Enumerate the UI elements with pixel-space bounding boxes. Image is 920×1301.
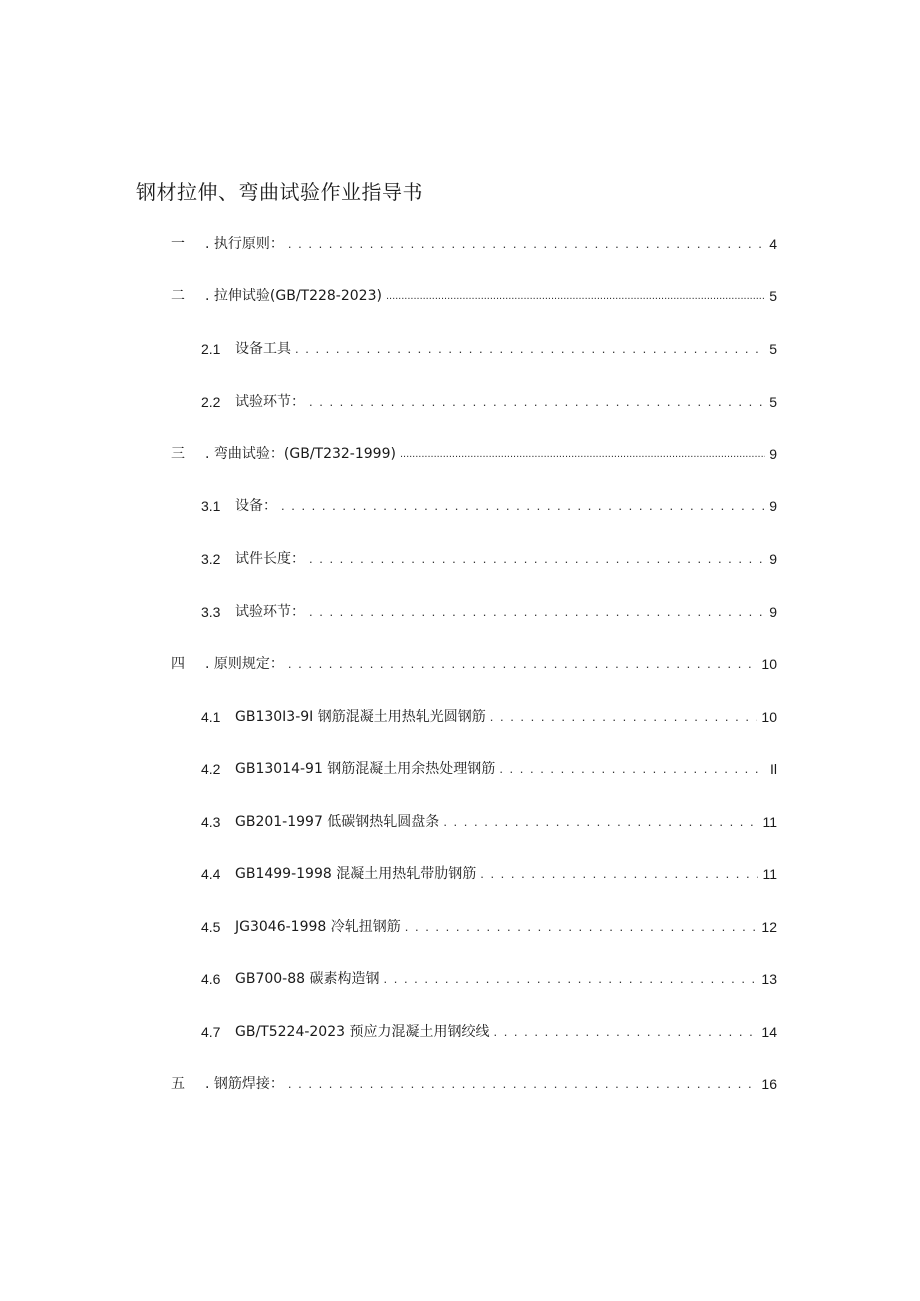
toc-entry-label: 试件长度： [235,551,305,567]
toc-dot-leader [490,706,758,728]
toc-entry-4-2[interactable] [201,758,777,780]
toc-entry-number: 2.1 [201,341,221,357]
toc-dot-leader [309,601,765,623]
toc-entry-label: 试验环节： [235,604,305,620]
toc-entry-page: 4 [769,236,777,252]
toc-entry-number: 4.5 [201,919,221,935]
toc-entry-4-4[interactable] [201,863,777,885]
toc-entry-page: 11 [762,866,777,882]
toc-entry-number: 2.2 [201,394,221,410]
toc-entry-page: 5 [769,394,777,410]
toc-dot-leader [493,1021,757,1043]
toc-dot-leader [309,391,765,413]
document-title: 钢材拉伸、弯曲试验作业指导书 [136,180,423,204]
toc-entry-number: 4.6 [201,971,221,987]
toc-entry-label: GB/T5224-2023 预应力混凝土用钢绞线 [235,1024,490,1040]
toc-dot-leader [405,916,758,938]
toc-entry-page: 12 [761,919,777,935]
toc-entry-number: 4.1 [201,709,221,725]
toc-entry-label: 试验环节： [235,394,305,410]
toc-entry-page: 16 [761,1076,777,1092]
toc-entry-3-3[interactable] [201,601,777,623]
toc-entry-page: 11 [762,814,777,830]
toc-entry-number: 4.2 [201,761,221,777]
toc-entry-2-1[interactable] [201,338,777,360]
toc-dot-leader [288,653,758,675]
toc-entry-4-6[interactable] [201,968,777,990]
toc-entry-number: 一 [171,236,185,252]
toc-entry-page: 5 [769,341,777,357]
toc-dot-leader [295,338,765,360]
toc-entry-label: GB201-1997 低碳钢热轧圆盘条 [235,814,440,830]
toc-entry-label: JG3046-1998 冷轧扭钢筋 [235,919,401,935]
toc-entry-label: 设备： [235,498,277,514]
toc-dot-leader [443,811,758,833]
toc-entry-number: 二 [171,288,185,304]
toc-dot-leader [386,285,765,307]
toc-entry-4-3[interactable] [201,811,777,833]
toc-entry-3-1[interactable] [201,495,777,517]
toc-entry-number: 3.3 [201,604,221,620]
toc-entry-page: 9 [769,604,777,620]
toc-entry-label: 设备工具 [235,341,291,357]
toc-entry-label: . 原则规定： [205,656,284,672]
toc-entry-label: . 拉伸试验(GB/T228-2023) [205,288,382,304]
toc-entry-number: 三 [171,446,185,462]
toc-entry-2[interactable] [171,285,777,307]
toc-entry-label: . 钢筋焊接： [205,1076,284,1092]
toc-entry-page: 9 [769,498,777,514]
toc-entry-page: 13 [761,971,777,987]
toc-entry-1[interactable] [171,233,777,255]
toc-entry-3[interactable] [171,443,777,465]
toc-entry-number: 五 [171,1076,185,1092]
toc-entry-label: GB1499-1998 混凝土用热轧带肋钢筋 [235,866,477,882]
toc-entry-page: Il [770,761,777,777]
toc-entry-page: 9 [769,551,777,567]
toc-entry-page: 10 [761,656,777,672]
toc-dot-leader [309,548,765,570]
toc-entry-page: 5 [769,288,777,304]
toc-dot-leader [400,443,765,465]
toc-entry-number: 3.2 [201,551,221,567]
toc-dot-leader [480,863,758,885]
toc-entry-number: 4.4 [201,866,221,882]
toc-dot-leader [281,495,765,517]
toc-entry-4-1[interactable] [201,706,777,728]
toc-entry-5[interactable] [171,1073,777,1095]
toc-entry-label: GB130I3-9I 钢筋混凝土用热轧光圆钢筋 [235,709,486,725]
toc-entry-4-7[interactable] [201,1021,777,1043]
toc-entry-label: . 弯曲试验：(GB/T232-1999) [205,446,396,462]
toc-entry-number: 4.7 [201,1024,221,1040]
toc-dot-leader [288,233,765,255]
toc-entry-label: GB13014-91 钢筋混凝土用余热处理钢筋 [235,761,496,777]
toc-dot-leader [499,758,766,780]
toc-entry-label: GB700-88 碳素构造钢 [235,971,380,987]
toc-entry-number: 四 [171,656,185,672]
toc-dot-leader [288,1073,758,1095]
toc-entry-4[interactable] [171,653,777,675]
toc-entry-number: 4.3 [201,814,221,830]
toc-dot-leader [384,968,758,990]
toc-entry-3-2[interactable] [201,548,777,570]
toc-entry-2-2[interactable] [201,391,777,413]
toc-entry-page: 10 [761,709,777,725]
toc-entry-page: 14 [761,1024,777,1040]
toc-entry-4-5[interactable] [201,916,777,938]
toc-entry-number: 3.1 [201,498,221,514]
toc-entry-label: . 执行原则： [205,236,284,252]
toc-entry-page: 9 [769,446,777,462]
